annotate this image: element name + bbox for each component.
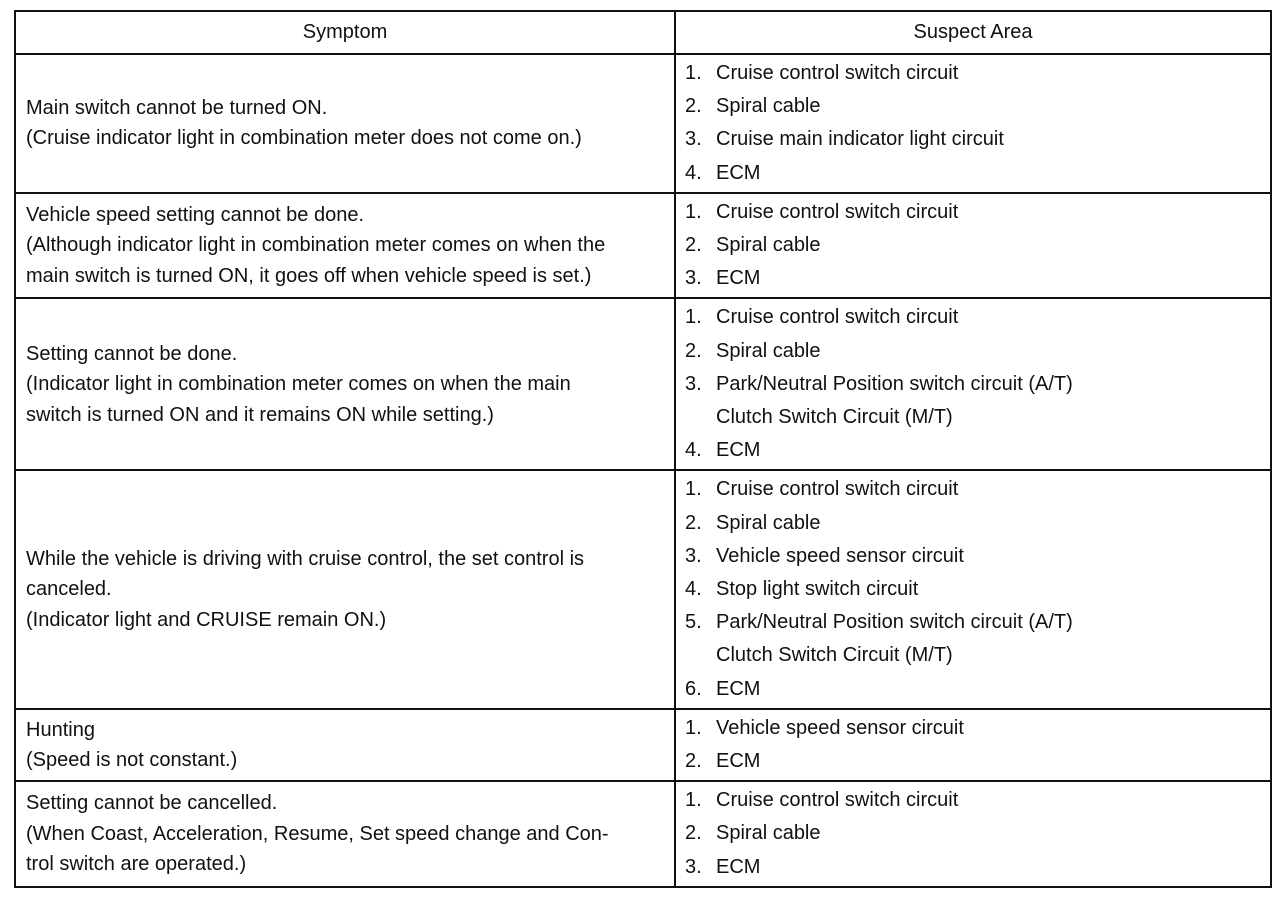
suspect-item-text: Vehicle speed sensor circuit xyxy=(716,716,964,739)
suspect-item xyxy=(685,262,1260,295)
suspect-item-number: 3. xyxy=(685,372,702,395)
symptom-cell xyxy=(15,193,675,299)
symptom-line: Vehicle speed setting cannot be done. xyxy=(26,203,365,226)
suspect-item-text: Cruise main indicator light circuit xyxy=(716,128,1004,151)
suspect-item-number: 2. xyxy=(685,511,702,534)
symptom-line: canceled. xyxy=(26,578,112,601)
suspect-item xyxy=(685,434,1260,467)
symptom-line: main switch is turned ON, it goes off when vehicle speed is set.) xyxy=(26,264,592,287)
suspect-item-text: ECM xyxy=(716,267,761,290)
suspect-item xyxy=(685,851,1260,884)
suspect-item-number: 4. xyxy=(685,578,702,601)
suspect-item-text: ECM xyxy=(716,750,761,773)
symptom-header: Symptom xyxy=(15,11,675,54)
suspect-item xyxy=(685,784,1260,817)
suspect-item-number: 6. xyxy=(685,677,702,700)
suspect-item xyxy=(685,123,1260,156)
suspect-item-number: 1. xyxy=(685,200,702,223)
suspect-area-cell xyxy=(675,298,1271,470)
symptom-line: (When Coast, Acceleration, Resume, Set speed change and Con- xyxy=(26,822,609,845)
suspect-area-header: Suspect Area xyxy=(675,11,1271,54)
symptom-line: Setting cannot be done. xyxy=(26,342,238,365)
suspect-item xyxy=(685,335,1260,368)
symptom-line: (Indicator light and CRUISE remain ON.) xyxy=(26,608,387,631)
suspect-item-number: 2. xyxy=(685,339,702,362)
table-row xyxy=(15,298,1271,470)
suspect-item-text: Vehicle speed sensor circuit xyxy=(716,544,964,567)
suspect-item-number: 3. xyxy=(685,267,702,290)
table-row xyxy=(15,781,1271,887)
suspect-item-text: Spiral cable xyxy=(716,234,821,257)
table-body xyxy=(15,54,1271,887)
suspect-item-number: 1. xyxy=(685,306,702,329)
suspect-item-number: 1. xyxy=(685,62,702,84)
suspect-item xyxy=(685,573,1260,606)
suspect-area-cell xyxy=(675,193,1271,299)
suspect-item xyxy=(685,157,1260,190)
suspect-item-text: Stop light switch circuit xyxy=(716,578,919,601)
suspect-item xyxy=(685,606,1260,639)
suspect-item-text: Cruise control switch circuit xyxy=(716,200,959,223)
symptom-table xyxy=(14,10,1272,888)
symptom-line: (Speed is not constant.) xyxy=(26,749,238,772)
suspect-item-number: 3. xyxy=(685,544,702,567)
suspect-item-number: 1. xyxy=(685,716,702,739)
suspect-item-text: Cruise control switch circuit xyxy=(716,306,959,329)
suspect-item xyxy=(685,229,1260,262)
suspect-item-text: ECM xyxy=(716,439,761,462)
symptom-line: Hunting xyxy=(26,718,95,741)
table-row xyxy=(15,709,1271,781)
suspect-item-number: 2. xyxy=(685,750,702,773)
suspect-item xyxy=(685,473,1260,506)
suspect-item xyxy=(685,57,1260,90)
suspect-item-number: 3. xyxy=(685,855,702,878)
suspect-item xyxy=(685,540,1260,573)
suspect-item-text: Park/Neutral Position switch circuit (A/T) xyxy=(716,372,1073,395)
suspect-item-text: Spiral cable xyxy=(716,95,821,118)
suspect-item xyxy=(685,673,1260,706)
symptom-line: switch is turned ON and it remains ON while setting.) xyxy=(26,403,494,426)
suspect-area-cell xyxy=(675,470,1271,708)
suspect-item-number: 1. xyxy=(685,789,702,812)
suspect-area-cell xyxy=(675,54,1271,193)
suspect-item-text: ECM xyxy=(716,161,761,184)
suspect-item xyxy=(685,745,1260,778)
suspect-item xyxy=(685,712,1260,745)
table-row xyxy=(15,470,1271,708)
symptom-line: While the vehicle is driving with cruise control, the set control is xyxy=(26,547,585,570)
symptom-line: Setting cannot be cancelled. xyxy=(26,792,278,815)
table-row xyxy=(15,193,1271,299)
suspect-item-continuation: Clutch Switch Circuit (M/T) xyxy=(716,644,953,667)
suspect-item-continuation: Clutch Switch Circuit (M/T) xyxy=(716,406,953,429)
suspect-item-text: Cruise control switch circuit xyxy=(716,62,959,84)
suspect-item xyxy=(685,196,1260,229)
suspect-item-text: Cruise control switch circuit xyxy=(716,789,959,812)
suspect-item-text: ECM xyxy=(716,855,761,878)
symptom-cell xyxy=(15,709,675,781)
symptom-line: trol switch are operated.) xyxy=(26,853,247,876)
symptom-cell xyxy=(15,470,675,708)
header-row xyxy=(15,11,1271,54)
suspect-item-text: Spiral cable xyxy=(716,822,821,845)
suspect-item xyxy=(685,817,1260,850)
suspect-item-number: 1. xyxy=(685,478,702,501)
symptom-line: (Although indicator light in combination meter comes on when the xyxy=(26,234,606,257)
suspect-item-number: 2. xyxy=(685,95,702,118)
suspect-item-text: ECM xyxy=(716,677,761,700)
symptom-line: Main switch cannot be turned ON. xyxy=(26,96,328,119)
symptom-line: (Indicator light in combination meter comes on when the main xyxy=(26,373,571,396)
symptom-cell xyxy=(15,781,675,887)
suspect-item xyxy=(685,507,1260,540)
suspect-area-cell xyxy=(675,709,1271,781)
suspect-item-text: Park/Neutral Position switch circuit (A/T) xyxy=(716,611,1073,634)
suspect-item xyxy=(685,90,1260,123)
suspect-item-number: 2. xyxy=(685,822,702,845)
suspect-item xyxy=(685,368,1260,401)
suspect-item-number: 4. xyxy=(685,161,702,184)
suspect-item-number: 3. xyxy=(685,128,702,151)
suspect-item-text: Cruise control switch circuit xyxy=(716,478,959,501)
suspect-item-number: 4. xyxy=(685,439,702,462)
suspect-item-text: Spiral cable xyxy=(716,339,821,362)
suspect-item-text: Spiral cable xyxy=(716,511,821,534)
symptom-cell xyxy=(15,298,675,470)
table-row xyxy=(15,54,1271,193)
suspect-area-cell xyxy=(675,781,1271,887)
suspect-item xyxy=(685,301,1260,334)
suspect-item-number: 2. xyxy=(685,234,702,257)
suspect-item-number: 5. xyxy=(685,611,702,634)
symptom-cell xyxy=(15,54,675,193)
symptom-line: (Cruise indicator light in combination meter does not come on.) xyxy=(26,127,582,150)
